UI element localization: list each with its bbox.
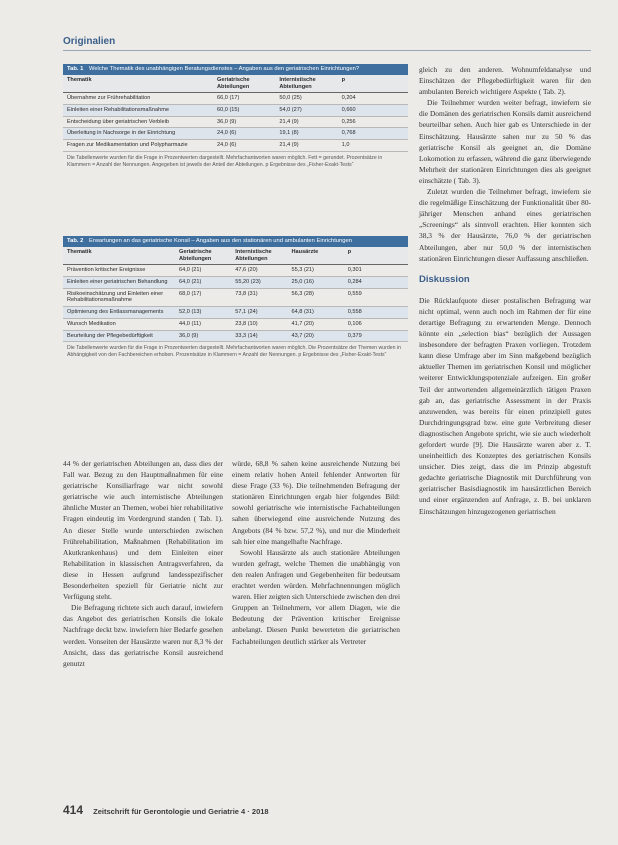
table-cell: Einleiten einer geriatrischen Behandlung xyxy=(67,279,168,286)
table-cell: 68,0 (17) xyxy=(179,290,202,297)
table-1-title xyxy=(63,64,408,75)
body-column-left xyxy=(63,458,223,669)
table-2-caption: Erwartungen an das geriatrische Konsil – Angaben aus den stationären und ambulanten Einrichtungen xyxy=(88,238,352,244)
paragraph: Die Teilnehmer wurden weiter befragt, inwiefern sie die Domänen des geriatrischen Konsils damit ausreichend beurteilbar sehen. Auch hier gab es Unterschiede in der Einschätzung. Hausärzte sahen nur zu 50 % das geriatrische Konsil als geeignet an, die Domäne Lokomotion zu erfassen, während die ganz überwiegende Mehrheit der stationären Einrichtungen dies als geeignet einschätzte ( Tab. 3). xyxy=(419,98,591,185)
table-cell: 41,7 (20) xyxy=(291,320,314,327)
table-2-header: Geriatrische Abteilungen xyxy=(179,248,212,262)
table-1-footnote: Die Tabellenwerte wurden für die Frage in Prozentwerten dargestellt. Mehrfachantworten waren möglich. Fett = gerundet. Prozentsätze in Klammern = Anzahl der Nennungen. Angegeben ist jeweils der Anteil der Abteilungen. p Ergebnisse des „Fisher-Exakt-Tests“ xyxy=(67,154,383,168)
page-number: 414 xyxy=(63,803,84,817)
table-cell: Wunsch Medikation xyxy=(67,320,116,327)
section-heading-discussion: Diskussion xyxy=(419,273,470,285)
table-2-label: Tab. 2 xyxy=(67,238,84,244)
table-cell: 44,0 (11) xyxy=(179,320,201,327)
table-row xyxy=(63,105,408,117)
table-1 xyxy=(63,64,408,171)
table-2-header-row xyxy=(63,247,408,265)
table-cell: Einleiten einer Rehabilitationsmaßnahme xyxy=(67,107,169,114)
table-cell: 64,8 (31) xyxy=(291,309,314,316)
table-cell: 0,379 xyxy=(347,332,362,339)
table-cell: 1,0 xyxy=(341,142,350,149)
table-cell: Risikoeinschätzung und Einleiten einer Rehabilitationsmaßnahme xyxy=(67,290,164,304)
table-cell: 21,4 (9) xyxy=(279,142,299,149)
table-1-header-row xyxy=(63,75,408,93)
table-cell: 0,301 xyxy=(347,267,362,274)
table-cell: 36,0 (9) xyxy=(217,118,237,125)
table-2-header: Internistische Abteilungen xyxy=(235,248,272,262)
body-column-right xyxy=(419,64,591,517)
table-row xyxy=(63,117,408,129)
table-1-caption: Welche Thematik des unabhängigen Beratungsdienstes – Angaben aus den geriatrischen Einrichtungen? xyxy=(88,66,360,72)
table-cell: 0,559 xyxy=(347,290,362,297)
table-row xyxy=(63,307,408,319)
table-cell: Überleitung in Nachsorge in der Einrichtung xyxy=(67,130,176,137)
table-1-body xyxy=(63,93,408,152)
table-2-body xyxy=(63,265,408,342)
table-row xyxy=(63,277,408,289)
section-rubric: Originalien xyxy=(63,36,116,47)
table-cell: 0,106 xyxy=(347,320,362,327)
table-cell: 60,0 (15) xyxy=(217,107,240,114)
table-2-header: Hausärzte xyxy=(291,248,319,255)
table-cell: 55,20 (23) xyxy=(235,279,261,286)
table-cell: 64,0 (21) xyxy=(179,267,202,274)
table-row xyxy=(63,128,408,140)
paragraph: würde, 68,8 % sahen keine ausreichende Nutzung bei einem relativ hohen Anteil fehlender Antworten für diese Frage (33 %). Die teilnehmenden Befragung der stationären Einrichtungen ergab hier folgendes Bild: sowohl geriatrische wie internistische Fachabteilungen sahen überwiegend eine ausreichende Nutzung des Angebots (84 % bzw. 57,2 %), und nur die Minderheit sah hier eine mangelhafte Nachfrage. xyxy=(232,459,400,546)
table-row xyxy=(63,265,408,277)
paragraph: gleich zu den anderen. Wohnumfeldanalyse und Einschätzen der Pflegebedürftigkeit waren für den ambulanten Bereich wichtigere Aspekte ( Tab. 2). xyxy=(419,65,591,97)
header-rule xyxy=(63,50,591,51)
table-2 xyxy=(63,236,408,362)
journal-name: Zeitschrift für Gerontologie und Geriatrie 4 · 2018 xyxy=(93,807,269,816)
paragraph: Die Befragung richtete sich auch darauf, inwiefern das Angebot des geriatrischen Konsils die lokale Nachfrage deckt bzw. inwiefern hier Bedarfe gesehen werden. Vonseiten der Hausärzte waren nur 8,3 % der Ansicht, dass das geriatrische Konsil ausreichend genutzt xyxy=(63,603,223,668)
paragraph: Die Rücklaufquote dieser postalischen Befragung war nicht optimal, wenn auch noch im Rahmen der für eine derartige Befragung zu erwartenden Menge. Dennoch könnte ein „selection bias“ bezüglich der Aussagen insbesondere der befragten Praxen vorliegen. Trotzdem kann diese Umfrage aber im Sinn maßgebend bezüglich aktueller Themen im geriatrischen Konsil und möglicher weiterer Entwicklungspotenziale aufzeigen. Ein großer Teil der antwortenden allgemeinärztlich tätigen Praxen gab an, das geriatrische Assessment in der Praxis anzuwenden, was bereits für einen prinzipiell gutes Durchdringungsgrad bzw. eine gute Verbreitung dieser diagnostischen Angebote spricht, wie sie auch wiederholt gefordert wurde [9]. Die Hausärzte waren aber z. T. uneinheitlich des Konzeptes des geriatrischen Konsils unsicher. Dies zeigt, dass die im Prinzip abgestuft gedachte geriatrische Diagnostik mit Durchführung von geriatrischer Basisdiagnostik im hausärztlichen Bereich und einer ergänzenden auf Anfrage, z. B. bei unklaren Einschätzungen hinzugezogenen geriatrischen xyxy=(419,295,591,516)
table-cell: 19,1 (8) xyxy=(279,130,299,137)
table-cell: 0,660 xyxy=(341,107,356,114)
paragraph: Zuletzt wurden die Teilnehmer befragt, inwiefern sie die regelmäßige Einschätzung der Funktionalität über 80-jähriger Menschen anhand eines geriatrischen „Screenings“ als sinnvoll erachten. Hier konnten sich 38,3 % der Hausärzte, 76,0 % der geriatrischen Abteilungen, aber nur 50,0 % der internistischen stationären Einrichtungen dieser Auffassung anschließen. xyxy=(419,187,591,263)
table-cell: 47,6 (20) xyxy=(235,267,258,274)
table-cell: 24,0 (6) xyxy=(217,142,237,149)
table-cell: 0,558 xyxy=(347,309,362,316)
table-cell: 57,1 (24) xyxy=(235,309,258,316)
table-row xyxy=(63,93,408,105)
table-cell: Übernahme zur Frührehabilitation xyxy=(67,95,151,102)
table-cell: 54,0 (27) xyxy=(279,107,302,114)
table-cell: Beurteilung der Pflegebedürftigkeit xyxy=(67,332,153,339)
table-cell: 43,7 (20) xyxy=(291,332,314,339)
table-cell: 0,768 xyxy=(341,130,356,137)
table-cell: 0,284 xyxy=(347,279,362,286)
table-cell: 0,204 xyxy=(341,95,356,102)
table-cell: 33,3 (14) xyxy=(235,332,258,339)
table-cell: 55,3 (21) xyxy=(291,267,314,274)
table-cell: 73,8 (31) xyxy=(235,290,258,297)
table-row xyxy=(63,319,408,331)
table-cell: 36,0 (9) xyxy=(179,332,199,339)
table-row xyxy=(63,289,408,307)
table-cell: 25,0 (16) xyxy=(291,279,314,286)
table-cell: 64,0 (21) xyxy=(179,279,202,286)
table-2-title xyxy=(63,236,408,247)
table-cell: Entscheidung über geriatrischen Verbleib xyxy=(67,118,169,125)
table-cell: Prävention kritischer Ereignisse xyxy=(67,267,146,274)
table-2-footnote: Die Tabellenwerte wurden für die Frage in Prozentwerten dargestellt. Mehrfachantworten waren möglich. Die Prozentsätze der Themen wurden in Abhängigkeit von den Fachbereichen erhoben. Prozentsätze in Klammern = Anzahl der Nennungen. p Ergebnisse des „Fisher-Exakt-Tests“ xyxy=(67,345,401,359)
table-cell: 0,256 xyxy=(341,118,356,125)
table-1-header: p xyxy=(341,76,346,83)
table-1-label: Tab. 1 xyxy=(67,66,84,72)
table-1-header: Geriatrische Abteilungen xyxy=(217,76,250,90)
paragraph: 44 % der geriatrischen Abteilungen an, dass dies der Fall war. Bezug zu den Hauptmaßnahmen für eine geriatrische Konsiliarfrage war nicht sowohl geriatrische wie auch internistische Abteilungen ähnliche Muster an Themen, wobei hier rehabilitative Fragen eindeutig im Vordergrund standen ( Tab. 1). An dieser Stelle wurde unterschieden zwischen Frührehabilitation, Maßnahmen (Rehabilitation im Akutkrankenhaus) und dem Einleiten einer Rehabilitation in klassischen Antragsverfahren, da diese in Hessen aufgrund landesspezifischer Besonderheiten speziell für Geriatrie nicht zur Verfügung steht. xyxy=(63,459,223,602)
table-cell: 21,4 (9) xyxy=(279,118,299,125)
table-1-header: Internistische Abteilungen xyxy=(279,76,316,90)
table-cell: 24,0 (6) xyxy=(217,130,237,137)
table-cell: Fragen zur Medikamentation und Polypharmazie xyxy=(67,142,188,149)
table-cell: 50,0 (25) xyxy=(279,95,302,102)
body-column-middle xyxy=(232,458,400,647)
table-cell: 23,8 (10) xyxy=(235,320,258,327)
table-2-header: p xyxy=(347,248,352,255)
table-row xyxy=(63,331,408,343)
table-cell: Optimierung des Entlassmanagements xyxy=(67,309,164,316)
table-cell: 56,3 (28) xyxy=(291,290,314,297)
table-row xyxy=(63,140,408,152)
table-cell: 66,0 (17) xyxy=(217,95,240,102)
page-footer xyxy=(63,803,269,817)
paragraph: Sowohl Hausärzte als auch stationäre Abteilungen wurden gefragt, welche Themen die unabhängig von den realen Anfragen und Gegebenheiten für bedeutsam erachtet werden würden. Mehrfachnennungen möglich waren. Hier zeigten sich Unterschiede zwischen den drei Gruppen an Teilnehmern, vor allem Diagen, wie die Bedeutung der Prävention kritischer Ereignisse anbelangt. Diesen Punkt bewerteten die geriatrischen Fachabteilungen deutlich stärker als Vertreter xyxy=(232,547,400,646)
table-2-header: Thematik xyxy=(67,248,92,255)
table-cell: 52,0 (13) xyxy=(179,309,202,316)
table-1-header: Thematik xyxy=(67,76,92,83)
